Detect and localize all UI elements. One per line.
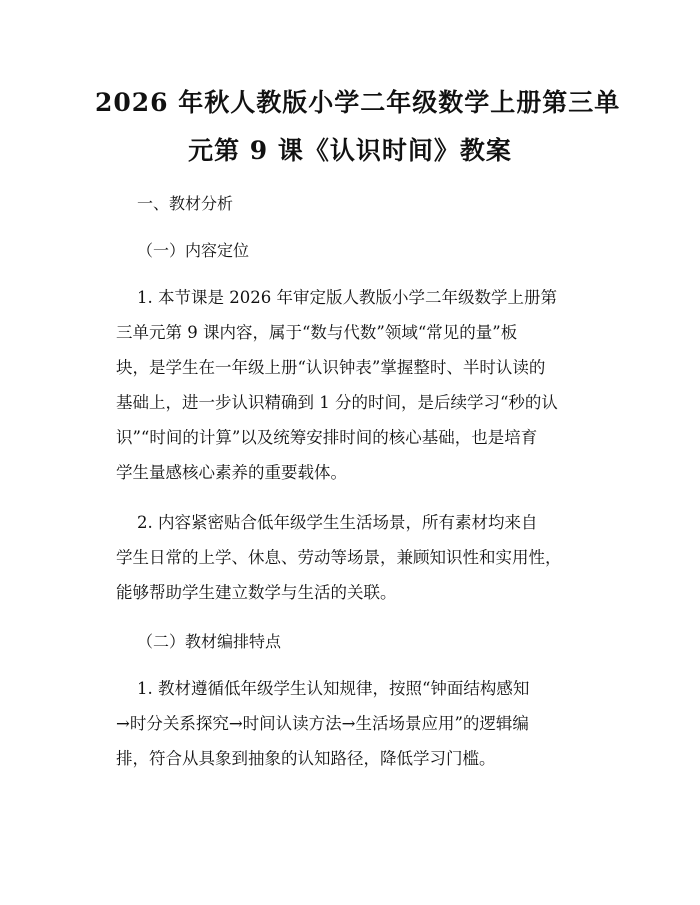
paragraph-1-line-5: 识”“时间的计算”以及统筹安排时间的核心基础，也是培育 [116,428,538,447]
paragraph-3-line-2: →时分关系探究→时间认读方法→生活场景应用”的逻辑编 [116,714,529,733]
paragraph-1-line-1: 1. 本节课是 2026 年审定版人教版小学二年级数学上册第 [137,288,557,307]
paragraph-2-line-1: 2. 内容紧密贴合低年级学生生活场景，所有素材均来自 [137,513,538,532]
subsection-heading-arrangement-features: （二）教材编排特点 [137,632,282,651]
paragraph-1-line-3: 块，是学生在一年级上册“认识钟表”掌握整时、半时认读的 [116,358,546,377]
paragraph-2-line-3: 能够帮助学生建立数学与生活的关联。 [116,583,397,602]
document-title-line-1: 2026 年秋人教版小学二年级数学上册第三单 [95,88,621,117]
paragraph-2-line-2: 学生日常的上学、休息、劳动等场景，兼顾知识性和实用性， [116,548,562,567]
document-title-line-2: 元第 9 课《认识时间》教案 [188,136,512,165]
paragraph-3-line-3: 排，符合从具象到抽象的认知路径，降低学习门槛。 [116,749,496,768]
paragraph-1-line-6: 学生量感核心素养的重要载体。 [116,463,347,482]
subsection-heading-content-positioning: （一）内容定位 [137,241,250,260]
paragraph-1-line-2: 三单元第 9 课内容，属于“数与代数”领域“常见的量”板 [116,323,518,342]
paragraph-3-line-1: 1. 教材遵循低年级学生认知规律，按照“钟面结构感知 [137,679,530,698]
section-heading-textbook-analysis: 一、教材分析 [137,194,234,213]
paragraph-1-line-4: 基础上，进一步认识精确到 1 分的时间，是后续学习“秒的认 [116,393,558,412]
